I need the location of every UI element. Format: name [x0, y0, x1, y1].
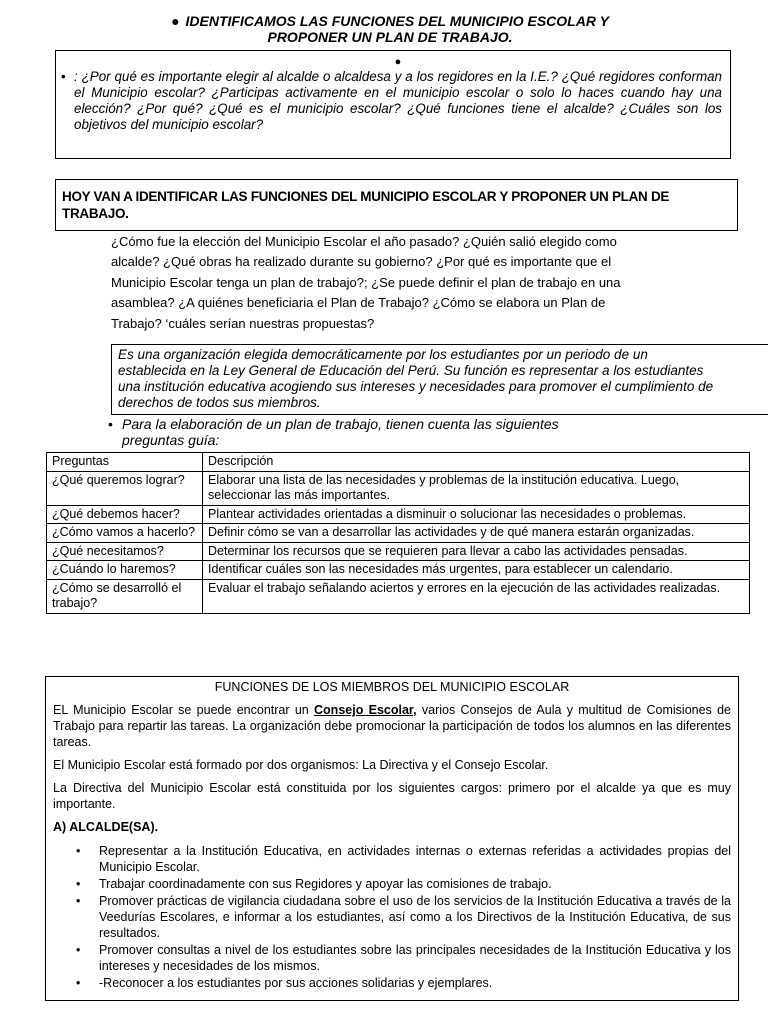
- page-title: [80, 13, 700, 45]
- list-item-text: Promover prácticas de vigilancia ciudadana sobre el uso de los servicios de la Institución Educativa a través de la Veedurías Escolares, e informar a los estudiantes, así como a los Directivos de la Institución Educativa, de sus resultados.: [99, 894, 731, 940]
- table-header-description: Descripción: [203, 453, 750, 472]
- table-cell-description: Evaluar el trabajo señalando aciertos y errores en la ejecución de las actividades realizadas.: [203, 579, 750, 613]
- table-header-row: [47, 453, 750, 472]
- questions-text: : ¿Por qué es importante elegir al alcalde o alcaldesa y a los regidores en la I.E.? ¿Qué regidores conforman el Municipio escolar? ¿Participas activamente en el municipio escolar o solo lo haces cuando hay una elección? ¿Por qué? ¿Qué es el municipio escolar? ¿Qué funciones tiene el alcalde? ¿Cuáles son los objetivos del municipio escolar?: [74, 69, 722, 132]
- guide-table: [46, 452, 750, 614]
- list-item-text: Representar a la Institución Educativa, en actividades internas o externas referidas a actividades propias del Municipio Escolar.: [99, 844, 731, 874]
- list-bullet: •: [76, 877, 81, 891]
- table-cell-description: Identificar cuáles son las necesidades más urgentes, para establecer un calendario.: [203, 561, 750, 580]
- table-cell-description: Elaborar una lista de las necesidades y problemas de la institución educativa. Luego, seleccionar las más importantes.: [203, 471, 750, 505]
- table-header-questions: Preguntas: [47, 453, 203, 472]
- table-cell-question: ¿Qué debemos hacer?: [47, 505, 203, 524]
- title-bullet: ●: [171, 13, 180, 29]
- list-bullet: •: [76, 844, 81, 858]
- plan-line-2: preguntas guía:: [122, 432, 220, 448]
- plan-paragraph: [108, 416, 628, 448]
- table-cell-question: ¿Cómo se desarrolló el trabajo?: [47, 579, 203, 613]
- table-cell-question: ¿Cuándo lo haremos?: [47, 561, 203, 580]
- table-cell-description: Determinar los recursos que se requieren para llevar a cabo las actividades pensadas.: [203, 542, 750, 561]
- questions-box: [55, 50, 731, 159]
- list-item: [53, 893, 731, 941]
- questions-bullet: •: [61, 69, 66, 84]
- objective-text: HOY VAN A IDENTIFICAR LAS FUNCIONES DEL MUNICIPIO ESCOLAR Y PROPONER UN PLAN DE TRABAJO.: [62, 189, 670, 221]
- list-bullet: •: [76, 943, 81, 957]
- table-cell-question: ¿Cómo vamos a hacerlo?: [47, 524, 203, 543]
- table-cell-description: Plantear actividades orientadas a disminuir o solucionar las necesidades o problemas.: [203, 505, 750, 524]
- table-row: [47, 505, 750, 524]
- title-line-1: IDENTIFICAMOS LAS FUNCIONES DEL MUNICIPIO ESCOLAR Y: [185, 13, 609, 29]
- questions-top-bullet: ●: [394, 56, 402, 68]
- functions-paragraph-1: [53, 702, 731, 750]
- definition-line-2: establecida en la Ley General de Educación del Perú. Su función es representar a los estudiantes: [118, 363, 704, 378]
- table-row: [47, 524, 750, 543]
- alcalde-functions-list: [53, 843, 731, 991]
- alcalde-heading: A) ALCALDE(SA).: [53, 820, 159, 834]
- list-item-text: -Reconocer a los estudiantes por sus acciones solidarias y ejemplares.: [99, 976, 493, 990]
- definition-line-4: derechos de todos sus miembros.: [118, 395, 321, 410]
- functions-p1-text-b: varios Consejos de Aula y multitud de Comisiones de Trabajo para repartir las tareas. La organización debe promocionar la participación de todos los alumnos en las diferentes tareas.: [53, 703, 732, 749]
- definition-line-3: una institución educativa acogiendo sus intereses y necesidades para promover el cumplimiento de: [118, 379, 714, 394]
- list-item: [53, 843, 731, 875]
- functions-title: FUNCIONES DE LOS MIEMBROS DEL MUNICIPIO ESCOLAR: [214, 680, 570, 694]
- functions-paragraph-2: El Municipio Escolar está formado por dos organismos: La Directiva y el Consejo Escolar.: [53, 758, 549, 772]
- table-row: [47, 579, 750, 613]
- title-line-2: PROPONER UN PLAN DE TRABAJO.: [267, 29, 513, 45]
- table-cell-question: ¿Qué queremos lograr?: [47, 471, 203, 505]
- objective-box: [55, 179, 738, 231]
- table-cell-question: ¿Qué necesitamos?: [47, 542, 203, 561]
- list-item: [53, 942, 731, 974]
- table-row: [47, 471, 750, 505]
- list-item: [53, 975, 731, 991]
- list-bullet: •: [76, 894, 81, 908]
- functions-p1-text-a: EL Municipio Escolar se puede encontrar un: [53, 703, 315, 717]
- plan-bullet: •: [108, 416, 113, 432]
- consejo-escolar-term: Consejo Escolar,: [314, 703, 417, 717]
- list-item-text: Trabajar coordinadamente con sus Regidores y apoyar las comisiones de trabajo.: [99, 877, 552, 891]
- list-bullet: •: [76, 976, 81, 990]
- list-item-text: Promover consultas a nivel de los estudiantes sobre las principales necesidades de la Institución Educativa y los intereses y necesidades de los mismos.: [99, 943, 731, 973]
- plan-line-1: Para la elaboración de un plan de trabajo, tienen cuenta las siguientes: [122, 416, 559, 432]
- intro-questions-paragraph: ¿Cómo fue la elección del Municipio Escolar el año pasado? ¿Quién salió elegido como alcalde? ¿Qué obras ha realizado durante su gobierno? ¿Por qué es importante que el Municipio Escolar tenga un plan de trabajo?; ¿Se puede definir el plan de trabajo en una asamblea? ¿A quiénes beneficiaria el Plan de Trabajo? ¿Cómo se elabora un Plan de Trabajo? ‘cuáles serían nuestras propuestas?: [111, 234, 621, 331]
- table-row: [47, 561, 750, 580]
- definition-box: [111, 344, 768, 415]
- list-item: [53, 876, 731, 892]
- functions-paragraph-3: La Directiva del Municipio Escolar está constituida por los siguientes cargos: primero por el alcalde ya que es muy importante.: [53, 781, 731, 811]
- definition-line-1: Es una organización elegida democráticamente por los estudiantes por un periodo de un: [118, 347, 648, 362]
- table-cell-description: Definir cómo se van a desarrollar las actividades y de qué manera estarán organizadas.: [203, 524, 750, 543]
- table-row: [47, 542, 750, 561]
- functions-box: [45, 676, 739, 1001]
